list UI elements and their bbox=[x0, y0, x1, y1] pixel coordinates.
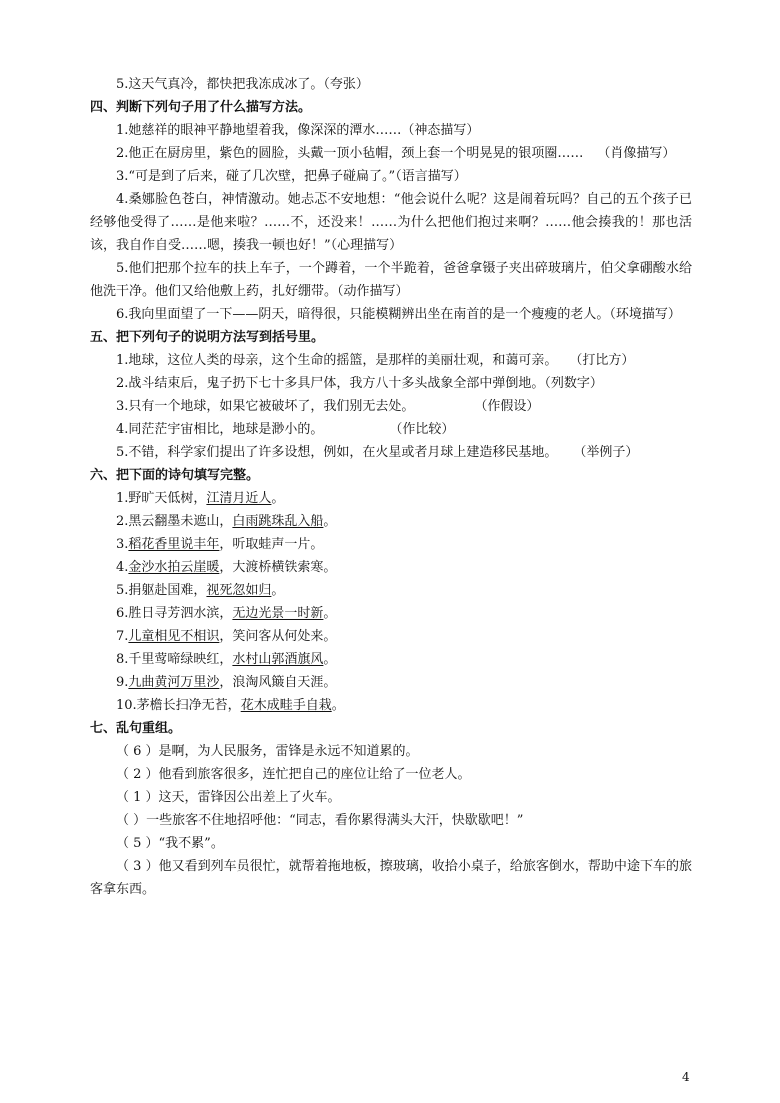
poem-suffix: 。 bbox=[331, 698, 345, 713]
poem-prefix: 6.胜日寻芳泗水滨， bbox=[116, 606, 233, 621]
poem-suffix: 。 bbox=[323, 652, 337, 667]
poem-prefix: 4. bbox=[116, 560, 129, 575]
s5-item-3-tag: （作假设） bbox=[474, 399, 540, 414]
poem-answer: 九曲黄河万里沙 bbox=[128, 675, 220, 690]
s5-item-5 bbox=[90, 441, 692, 464]
poem-suffix: ，浪淘风簸自天涯。 bbox=[219, 675, 337, 690]
poem-line bbox=[90, 694, 692, 717]
s5-item-2: 2.战斗结束后，鬼子扔下七十多具尸体，我方八十多头战象全部中弹倒地。（列数字） bbox=[116, 376, 603, 391]
section-6-heading: 六、把下面的诗句填写完整。 bbox=[90, 468, 260, 483]
reorder-line-4: （ ）一些旅客不住地招呼他：“同志，看你累得满头大汗，快歇歇吧！” bbox=[116, 813, 524, 828]
s4-item-4: 4.桑娜脸色苍白，神情激动。她忐忑不安地想：“他会说什么呢？这是闹着玩吗？自己的五个孩子已经够他受得了……是他来啦？……不，还没来！……为什么把他们抱过来啊？……他会揍我的！那也活该，我自作自受……嗯，揍我一顿也好！”（心理描写） bbox=[90, 192, 692, 253]
poem-line bbox=[90, 487, 692, 510]
section-4-heading: 四、判断下列句子用了什么描写方法。 bbox=[90, 100, 312, 115]
sentence-5-hyperbole: 5.这天气真冷，都快把我冻成冰了。（夸张） bbox=[116, 77, 369, 92]
poem-prefix: 8.千里莺啼绿映红， bbox=[116, 652, 233, 667]
poem-line bbox=[90, 533, 692, 556]
s5-item-5-tag: （举例子） bbox=[573, 445, 639, 460]
poem-prefix: 7. bbox=[116, 629, 129, 644]
poem-suffix: 。 bbox=[323, 606, 337, 621]
s5-item-5-text: 5.不错，科学家们提出了许多设想，例如，在火星或者月球上建造移民基地。 bbox=[116, 445, 558, 460]
s5-item-4 bbox=[90, 418, 692, 441]
s4-item-1: 1.她慈祥的眼神平静地望着我，像深深的潭水……（神态描写） bbox=[116, 123, 480, 138]
poem-answer: 视死忽如归 bbox=[206, 583, 272, 598]
s5-item-1-text: 1.地球，这位人类的母亲，这个生命的摇篮，是那样的美丽壮观，和蔼可亲。 bbox=[116, 353, 558, 368]
poem-prefix: 1.野旷天低树， bbox=[116, 491, 207, 506]
s5-item-1 bbox=[90, 349, 692, 372]
poem-prefix: 5.捐躯赴国难， bbox=[116, 583, 207, 598]
poem-suffix: ，笑问客从何处来。 bbox=[219, 629, 337, 644]
s5-item-3-text: 3.只有一个地球，如果它被破坏了，我们别无去处。 bbox=[116, 399, 415, 414]
poem-line bbox=[90, 648, 692, 671]
poem-answer: 白雨跳珠乱入船 bbox=[232, 514, 324, 529]
s4-item-2-text: 2.他正在厨房里，紫色的圆脸，头戴一顶小毡帽，颈上套一个明晃晃的银项圈…… bbox=[116, 146, 584, 161]
poem-line bbox=[90, 671, 692, 694]
s4-item-2 bbox=[90, 142, 692, 165]
s4-item-3: 3.“可是到了后来，碰了几次壁，把鼻子碰扁了。”（语言描写） bbox=[116, 169, 467, 184]
s5-item-4-text: 4.同茫茫宇宙相比，地球是渺小的。 bbox=[116, 422, 324, 437]
section-5-heading: 五、把下列句子的说明方法写到括号里。 bbox=[90, 330, 325, 345]
s5-item-3 bbox=[90, 395, 692, 418]
poem-answer: 江清月近人 bbox=[206, 491, 272, 506]
poem-prefix: 9. bbox=[116, 675, 129, 690]
poem-prefix: 10.茅檐长扫净无苔， bbox=[116, 698, 241, 713]
poem-prefix: 3. bbox=[116, 537, 129, 552]
page-content bbox=[90, 73, 692, 901]
poem-prefix: 2.黑云翻墨未遮山， bbox=[116, 514, 233, 529]
reorder-line-3: （ 1 ）这天，雷锋因公出差上了火车。 bbox=[116, 790, 341, 805]
section-7-heading: 七、乱句重组。 bbox=[90, 721, 182, 736]
poem-answer: 水村山郭酒旗风 bbox=[232, 652, 324, 667]
poem-line bbox=[90, 625, 692, 648]
s5-item-4-tag: （作比较） bbox=[389, 422, 455, 437]
poem-line bbox=[90, 602, 692, 625]
poem-answer: 儿童相见不相识 bbox=[128, 629, 220, 644]
poem-line bbox=[90, 579, 692, 602]
s4-item-6: 6.我向里面望了一下——阴天，暗得很，只能模糊辨出坐在南首的是一个瘦瘦的老人。（环境描写） bbox=[116, 307, 681, 322]
reorder-line-1: （ 6 ）是啊，为人民服务，雷锋是永远不知道累的。 bbox=[116, 744, 419, 759]
s5-item-1-tag: （打比方） bbox=[569, 353, 635, 368]
poem-suffix: ，大渡桥横铁索寒。 bbox=[219, 560, 337, 575]
poem-suffix: ，听取蛙声一片。 bbox=[219, 537, 324, 552]
poem-line bbox=[90, 510, 692, 533]
poem-suffix: 。 bbox=[323, 514, 337, 529]
poem-answer: 无边光景一时新 bbox=[232, 606, 324, 621]
reorder-line-5: （ 5 ）“我不累”。 bbox=[116, 836, 224, 851]
poem-suffix: 。 bbox=[271, 583, 285, 598]
reorder-line-2: （ 2 ）他看到旅客很多，连忙把自己的座位让给了一位老人。 bbox=[116, 767, 471, 782]
poem-line bbox=[90, 556, 692, 579]
poem-suffix: 。 bbox=[271, 491, 285, 506]
reorder-line-6: （ 3 ）他又看到列车员很忙，就帮着拖地板，擦玻璃，收拾小桌子，给旅客倒水，帮助中途下车的旅客拿东西。 bbox=[90, 859, 692, 897]
poem-answer: 稻花香里说丰年 bbox=[128, 537, 220, 552]
s4-item-2-tag: （肖像描写） bbox=[597, 146, 676, 161]
s4-item-5: 5.他们把那个拉车的扶上车子，一个蹲着，一个半跪着，爸爸拿镊子夹出碎玻璃片，伯父拿硼酸水给他洗干净。他们又给他敷上药，扎好绷带。（动作描写） bbox=[90, 261, 692, 299]
page-number: 4 bbox=[682, 1070, 690, 1084]
poem-answer: 金沙水拍云崖暖 bbox=[128, 560, 220, 575]
poem-answer: 花木成畦手自栽 bbox=[240, 698, 332, 713]
